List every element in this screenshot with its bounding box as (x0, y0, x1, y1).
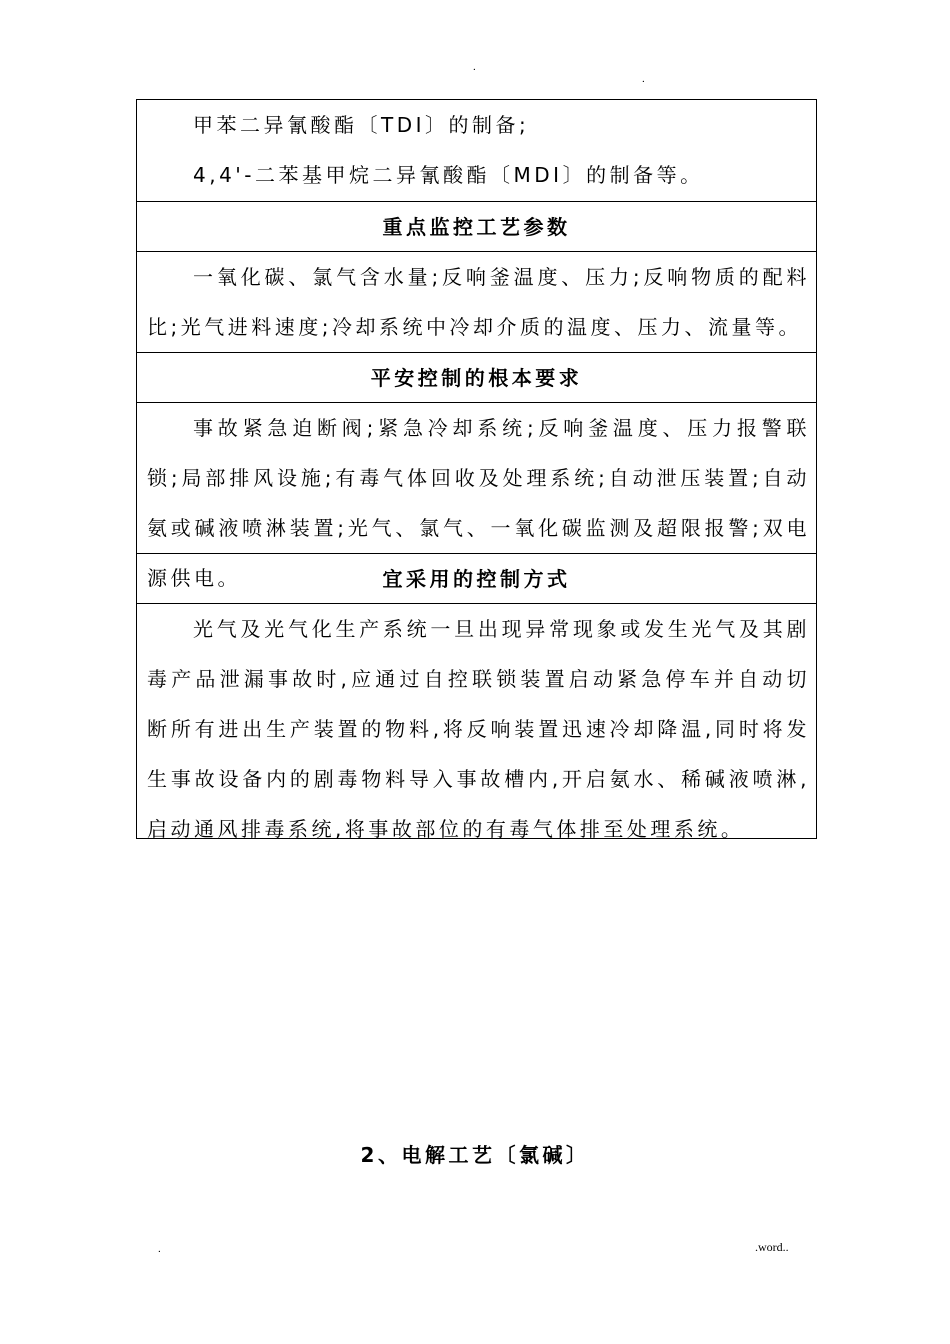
params-heading: 重点监控工艺参数 (137, 201, 816, 251)
intro-line-tdi: 甲苯二异氰酸酯〔TDI〕的制备; (193, 113, 530, 137)
footer-word-mark: .word.. (755, 1240, 789, 1254)
footer-dot: . (158, 1243, 161, 1255)
control-heading: 宜采用的控制方式 (137, 553, 816, 603)
intro-line-mdi: 4,4'-二苯基甲烷二异氰酸酯〔MDI〕的制备等。 (193, 163, 704, 187)
section-title: 2、电解工艺〔氯碱〕 (360, 1143, 590, 1167)
header-dot-right: . (642, 73, 645, 85)
control-cell (137, 603, 816, 841)
control-text: 光气及光气化生产系统一旦出现异常现象或发生光气及其剧毒产品泄漏事故时,应通过自控联锁装置启动紧急停车并自动切断所有进出生产装置的物料,将反响装置迅速冷却降温,同时将发生事故设备内的剧毒物料导入事故槽内,开启氨水、稀碱液喷淋,启动通风排毒系统,将事故部位的有毒气体排至处理系统。 (147, 617, 810, 841)
safety-heading: 平安控制的根本要求 (137, 352, 816, 402)
process-table (136, 99, 817, 839)
params-cell (137, 251, 816, 352)
header-dot-left: . (473, 61, 476, 73)
intro-cell (137, 100, 816, 201)
safety-text: 事故紧急迫断阀;紧急冷却系统;反响釜温度、压力报警联锁;局部排风设施;有毒气体回收及处理系统;自动泄压装置;自动氨或碱液喷淋装置;光气、氯气、一氧化碳监测及超限报警;双电源供电。 (147, 416, 810, 590)
params-text: 一氧化碳、氯气含水量;反响釜温度、压力;反响物质的配料比;光气进料速度;冷却系统中冷却介质的温度、压力、流量等。 (147, 265, 810, 339)
